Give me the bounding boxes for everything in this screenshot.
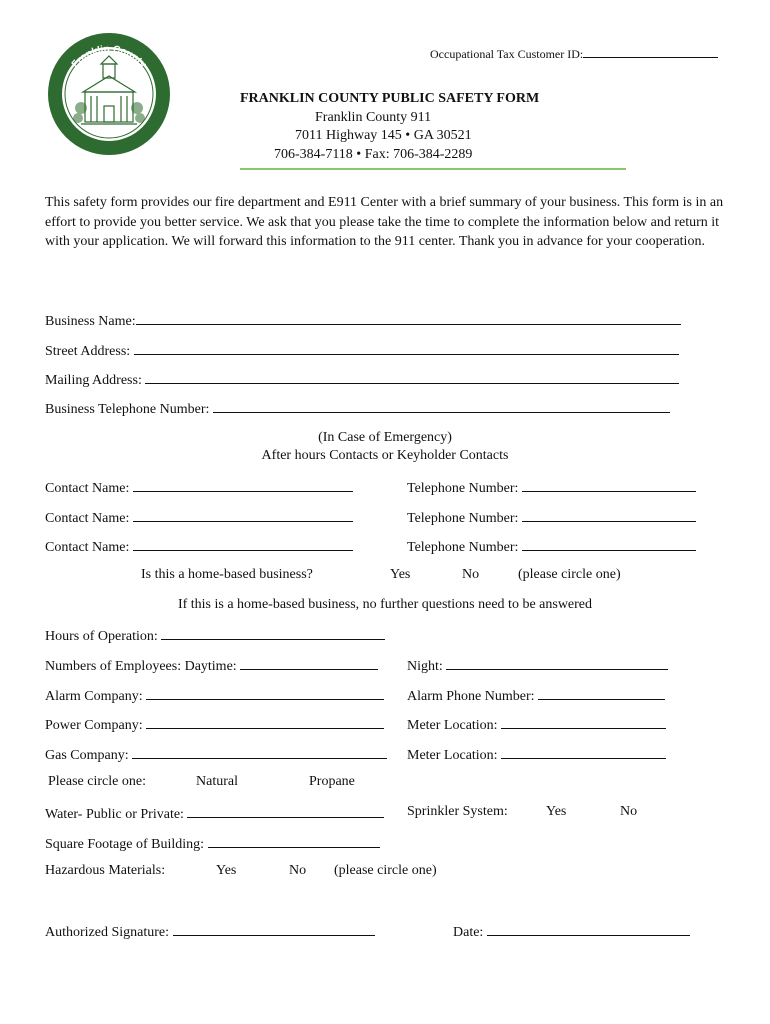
mailing-address-label: Mailing Address: [45,373,142,388]
hazmat-instruction: (please circle one) [334,863,437,878]
contact-row-2 [45,508,353,526]
keyholder-heading: After hours Contacts or Keyholder Contacts [261,448,509,463]
home-based-yes[interactable]: Yes [390,567,411,582]
power-row [45,715,384,733]
gas-propane-option[interactable]: Propane [309,774,355,789]
hours-label: Hours of Operation: [45,629,158,644]
power-meter-field[interactable] [501,715,666,729]
hazmat-yes[interactable]: Yes [216,863,237,878]
alarm-row [45,686,384,704]
home-based-note: If this is a home-based business, no further questions need to be answered [177,597,593,612]
alarm-phone-label: Alarm Phone Number: [407,689,535,704]
contact-name-label: Contact Name: [45,511,130,526]
home-based-question: Is this a home-based business? [141,567,313,582]
form-title: FRANKLIN COUNTY PUBLIC SAFETY FORM [240,91,540,106]
sprinkler-no[interactable]: No [620,804,638,819]
contact-name-label: Contact Name: [45,540,130,555]
home-based-no[interactable]: No [462,567,480,582]
header-address: 7011 Highway 145 • GA 30521 [295,128,472,143]
power-company-label: Power Company: [45,718,143,733]
header-phone-fax: 706-384-7118 • Fax: 706-384-2289 [274,147,473,162]
contact-phone-field-3[interactable] [522,537,696,551]
gas-meter-label: Meter Location: [407,748,498,763]
business-name-label: Business Name: [45,314,136,329]
contact-phone-row-1 [407,478,696,496]
seal-top-text: Franklin County [69,43,149,71]
intro-paragraph: This safety form provides our fire department and E911 Center with a brief summary of your business. This form is in an effort to provide you better service. We ask that you please take the time to complete the information below and return it with your application. We will forward this information to the 911 center. Thank you in advance for your cooperation. [45,195,724,249]
hazmat-no[interactable]: No [289,863,307,878]
contact-row-1 [45,478,353,496]
alarm-phone-field[interactable] [538,686,665,700]
sqft-row [45,834,380,852]
telephone-label: Telephone Number: [407,540,519,555]
street-address-field[interactable] [134,341,679,355]
date-label: Date: [453,925,484,940]
alarm-company-field[interactable] [146,686,384,700]
date-row [453,922,690,940]
header-line1: Franklin County 911 [315,110,432,125]
tax-id-field[interactable] [583,44,718,58]
signature-field[interactable] [173,922,375,936]
sqft-field[interactable] [208,834,380,848]
hours-row [45,626,385,644]
business-name-field[interactable] [136,311,681,325]
business-name-row [45,311,681,329]
contact-name-field-3[interactable] [133,537,353,551]
gas-circle-label: Please circle one: [48,774,146,789]
gas-company-label: Gas Company: [45,748,129,763]
gas-company-field[interactable] [132,745,387,759]
signature-row [45,922,375,940]
contact-phone-row-3 [407,537,696,555]
contact-name-field-2[interactable] [133,508,353,522]
meter-location-label: Meter Location: [407,718,498,733]
street-address-label: Street Address: [45,344,131,359]
tax-id-row [430,44,718,62]
contact-phone-field-1[interactable] [522,478,696,492]
employees-label: Numbers of Employees: Daytime: [45,659,237,674]
date-field[interactable] [487,922,690,936]
water-label: Water- Public or Private: [45,807,184,822]
employees-day-field[interactable] [240,656,378,670]
business-phone-label: Business Telephone Number: [45,402,210,417]
gas-natural-option[interactable]: Natural [196,774,238,789]
mailing-address-field[interactable] [145,370,679,384]
sprinkler-yes[interactable]: Yes [546,804,567,819]
telephone-label: Telephone Number: [407,511,519,526]
gas-meter-row [407,745,666,763]
seal-bottom-text: Georgia [96,128,122,137]
night-label: Night: [407,659,443,674]
franklin-county-seal [45,30,173,158]
power-meter-row [407,715,666,733]
alarm-phone-row [407,686,665,704]
employees-night-field[interactable] [446,656,668,670]
contact-phone-field-2[interactable] [522,508,696,522]
gas-meter-field[interactable] [501,745,666,759]
gas-row [45,745,387,763]
contact-name-label: Contact Name: [45,481,130,496]
water-field[interactable] [187,804,384,818]
telephone-label: Telephone Number: [407,481,519,496]
water-row [45,804,384,822]
contact-phone-row-2 [407,508,696,526]
sqft-label: Square Footage of Building: [45,837,205,852]
power-company-field[interactable] [146,715,384,729]
hazmat-label: Hazardous Materials: [45,863,166,878]
night-row [407,656,668,674]
alarm-company-label: Alarm Company: [45,689,143,704]
contact-name-field-1[interactable] [133,478,353,492]
sprinkler-label: Sprinkler System: [407,804,508,819]
street-address-row [45,341,679,359]
signature-label: Authorized Signature: [45,925,170,940]
contact-row-3 [45,537,353,555]
mailing-address-row [45,370,679,388]
business-phone-row [45,399,670,417]
emergency-heading: (In Case of Emergency) [318,430,452,445]
hours-field[interactable] [161,626,385,640]
employees-row [45,656,378,674]
header-divider [240,168,626,170]
home-based-instruction: (please circle one) [518,567,621,582]
tax-id-label: Occupational Tax Customer ID: [430,47,584,61]
business-phone-field[interactable] [213,399,670,413]
